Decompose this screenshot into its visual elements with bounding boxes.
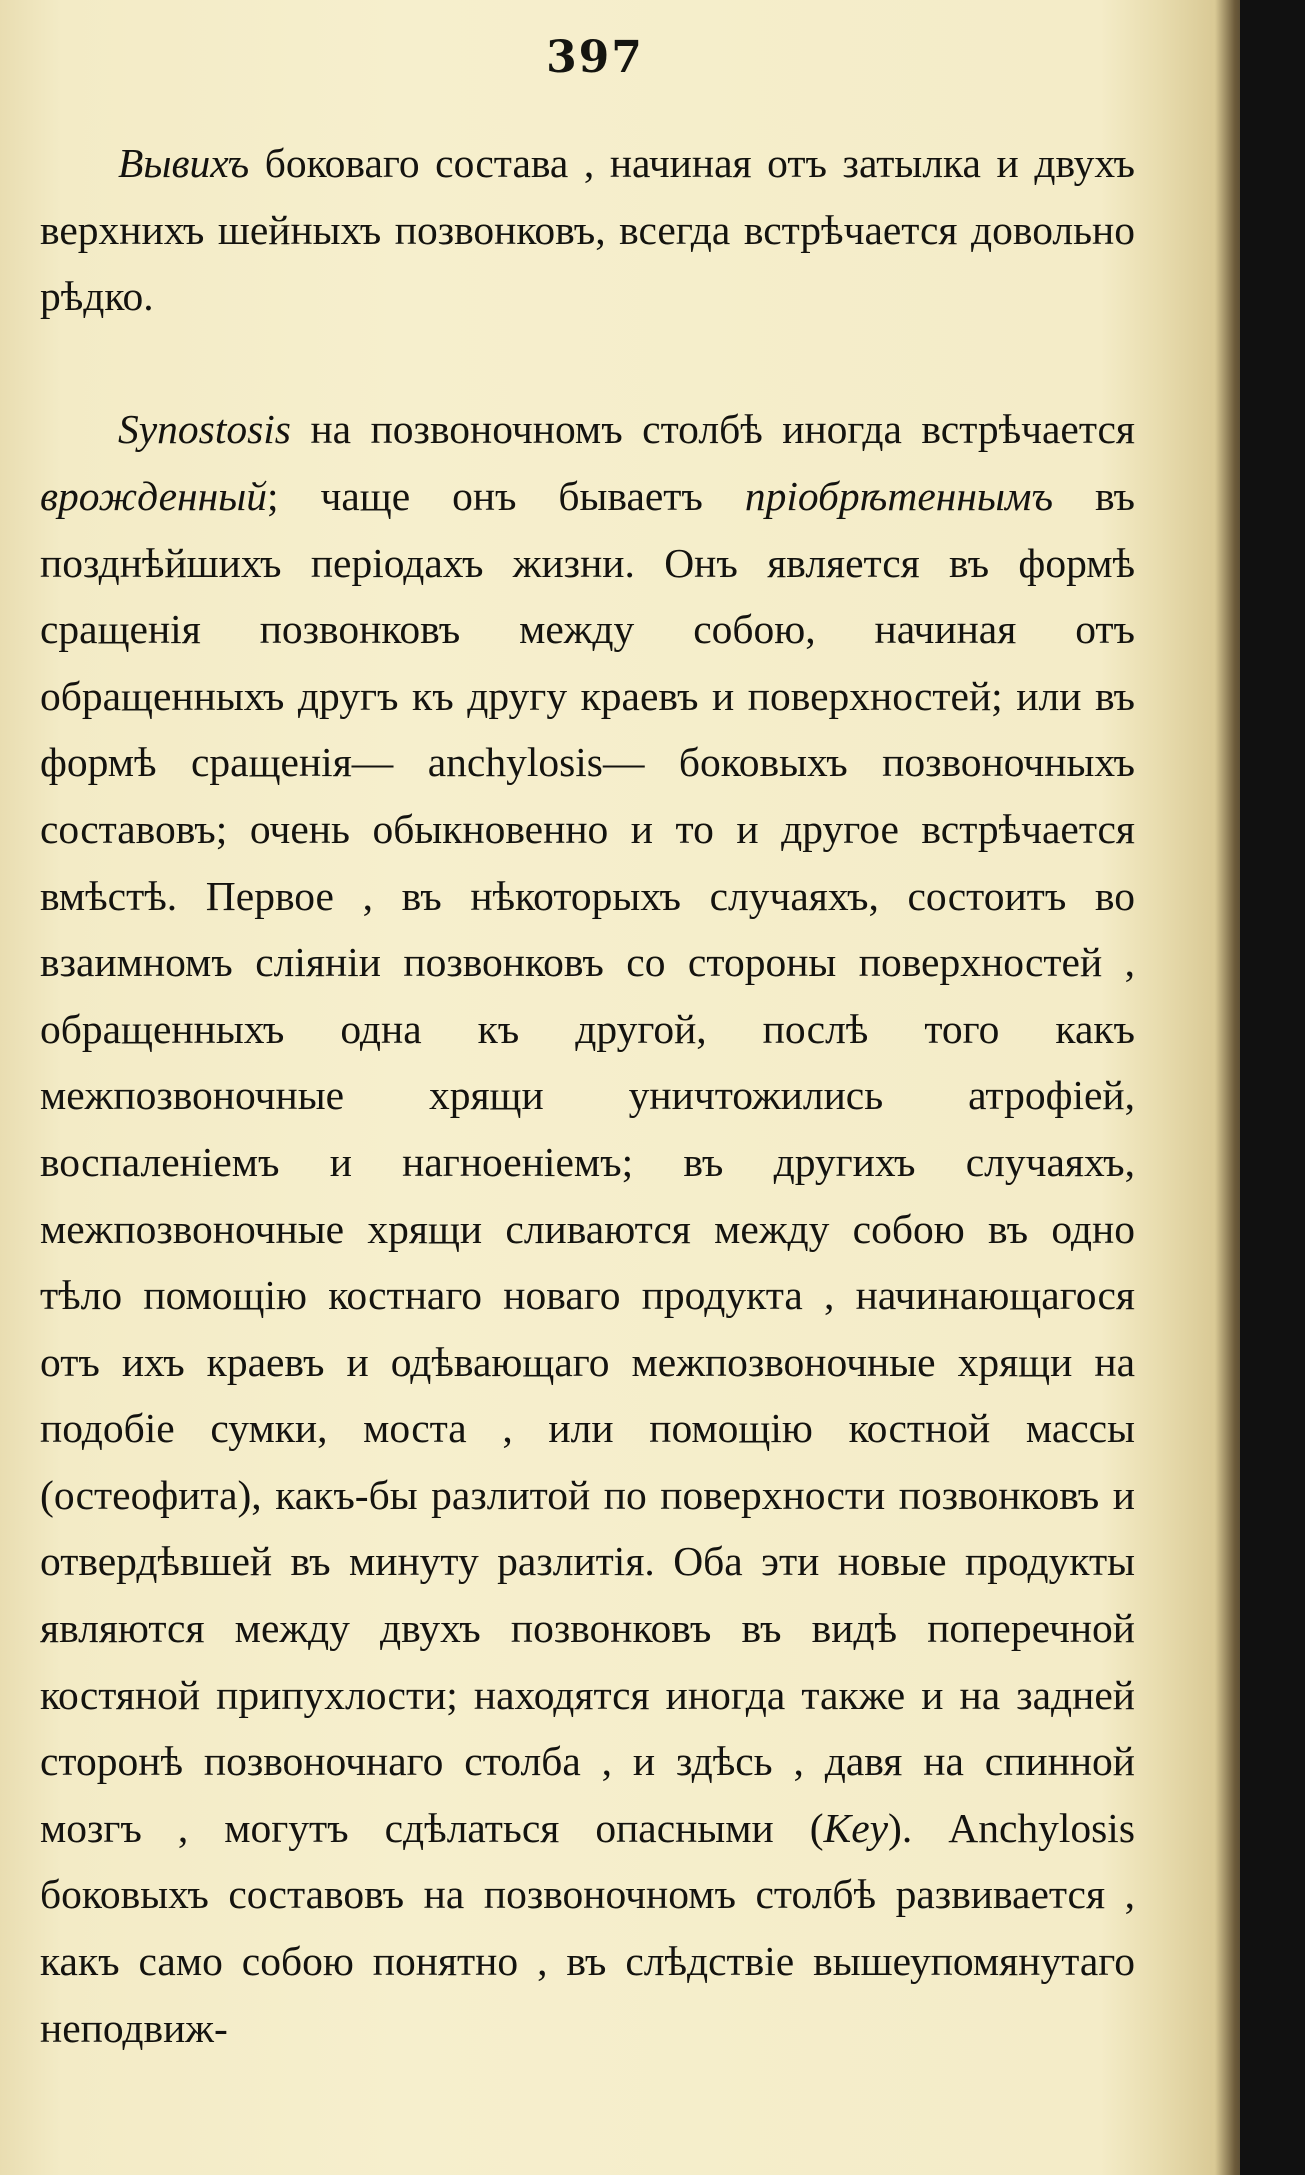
- text-run: ). Anchylosis боковыхъ составовъ на позвоночномъ столбѣ развивается , какъ само собою понятно , въ слѣдствіе вышеупомянутаго неподвиж-: [40, 1804, 1135, 2051]
- text-run: боковаго состава , начиная отъ затылка и двухъ верхнихъ шейныхъ позвонковъ, всегда встрѣчается довольно рѣдко.: [40, 140, 1135, 320]
- text-run: Key: [823, 1804, 889, 1851]
- text-run: пріобрѣтеннымъ: [744, 472, 1054, 519]
- paragraph-synostosis: [40, 396, 1135, 2061]
- paragraph-dislocation: [40, 130, 1135, 330]
- text-run: Synostosis: [118, 406, 291, 453]
- text-run: Вывихъ: [118, 140, 250, 186]
- page-number: 397: [546, 32, 644, 83]
- text-run: ; чаще онъ бываетъ: [267, 472, 745, 519]
- text-run: врожденный: [40, 472, 268, 519]
- body-text: [40, 130, 1135, 2061]
- scan-edge: [1240, 0, 1305, 2175]
- text-run: на позвоночномъ столбѣ иногда встрѣчается: [290, 406, 1135, 453]
- text-run: въ позднѣйшихъ періодахъ жизни. Онъ является въ формѣ сращенія позвонковъ между собою, начиная отъ обращенныхъ другъ къ другу краевъ и поверхностей; или въ формѣ сращенія— anchylosis— боковыхъ позвоночныхъ составовъ; очень обыкновенно и то и другое встрѣчается вмѣстѣ. Первое , въ нѣкоторыхъ случаяхъ, состоитъ во взаимномъ сліяніи позвонковъ со стороны поверхностей , обращенныхъ одна къ другой, послѣ того какъ межпозвоночные хрящи уничтожились атрофіей, воспаленіемъ и нагноеніемъ; въ другихъ случаяхъ, межпозвоночные хрящи сливаются между собою въ одно тѣло помощію костнаго новаго продукта , начинающагося отъ ихъ краевъ и одѣвающаго межпозвоночные хрящи на подобіе сумки, моста , или помощію костной массы (остеофита), какъ-бы разлитой по поверхности позвонковъ и отвердѣвшей въ минуту разлитія. Оба эти новые продукты являются между двухъ позвонковъ въ видѣ поперечной костяной припухлости; находятся иногда также и на задней сторонѣ позвоночнаго столба , и здѣсь , давя на спинной мозгъ , могутъ сдѣлаться опасными (: [40, 472, 1135, 1851]
